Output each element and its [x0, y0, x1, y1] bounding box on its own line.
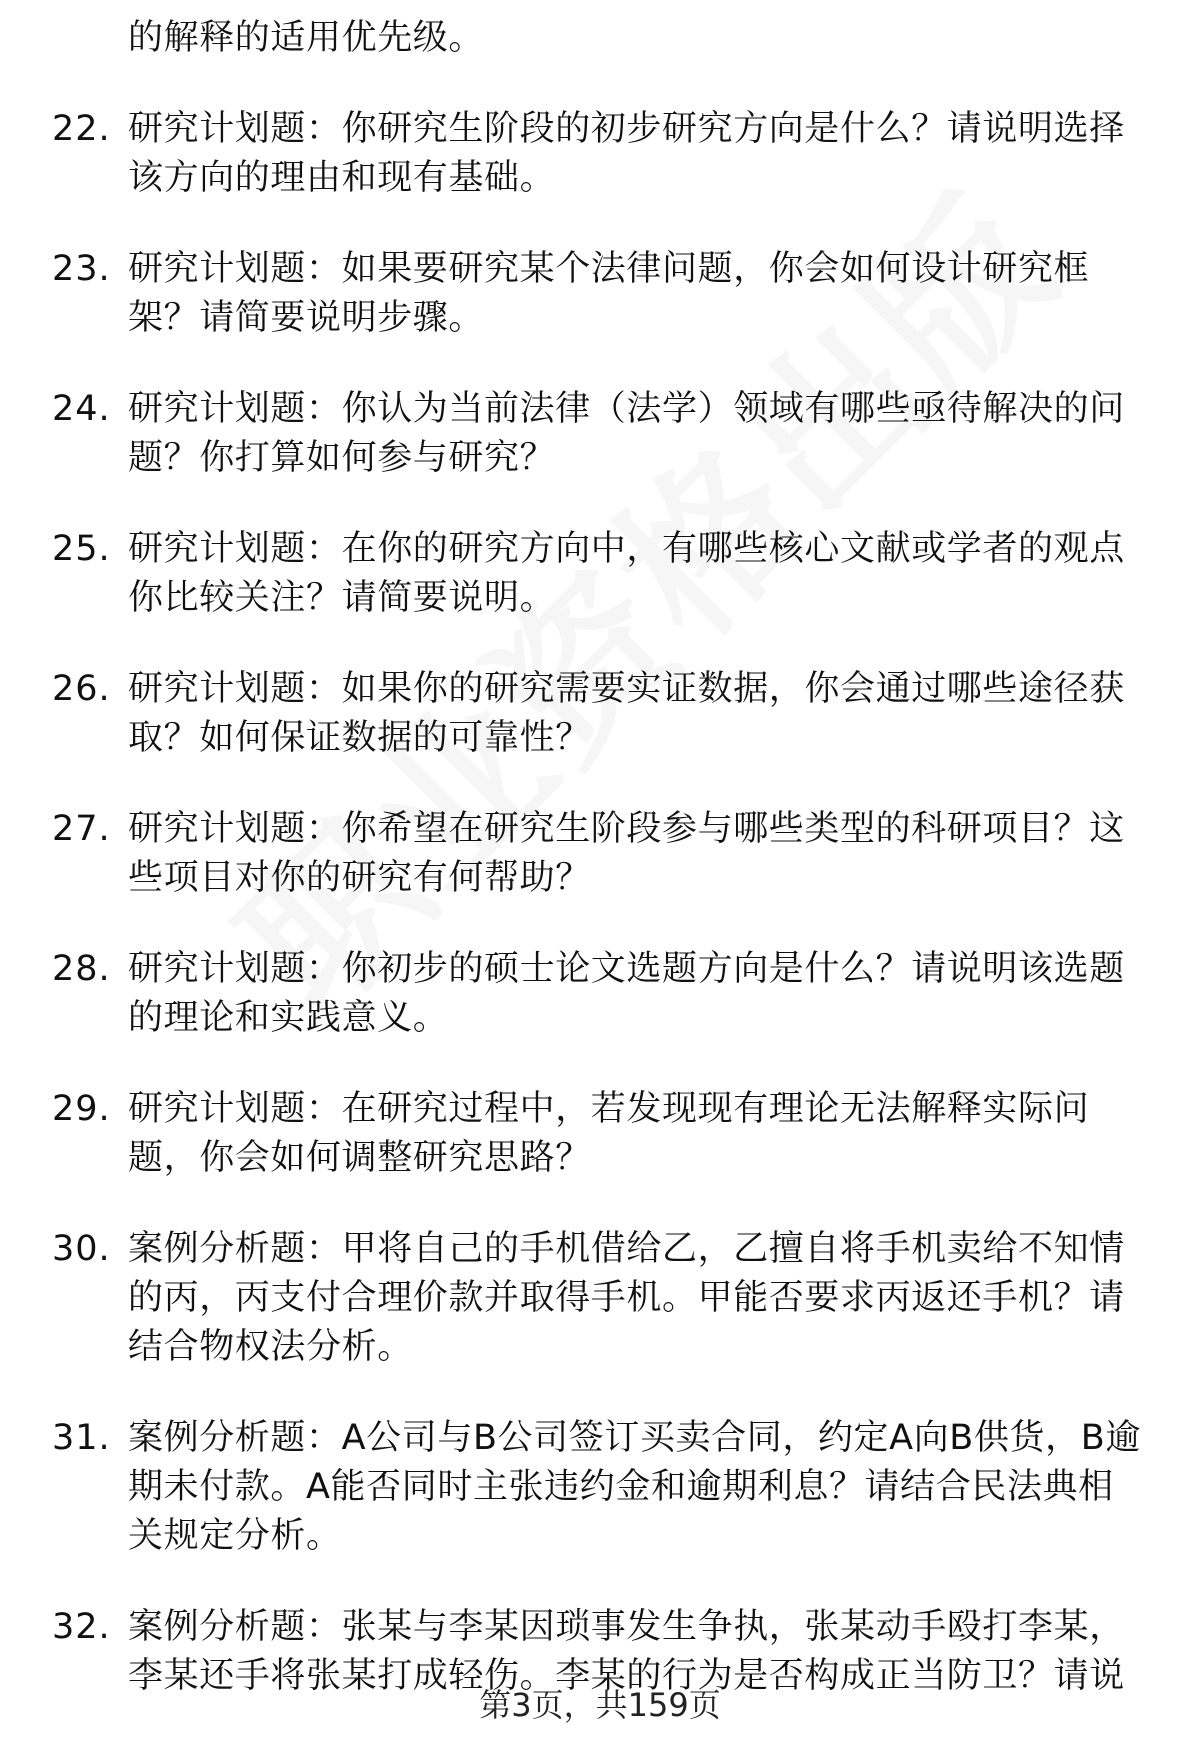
item-text: 研究计划题：你初步的硕士论文选题方向是什么？请说明该选题的理论和实践意义。	[128, 949, 1125, 1038]
item-number: 23.	[52, 249, 111, 289]
item-number: 28.	[52, 949, 111, 989]
item-number: 29.	[52, 1089, 111, 1129]
item-number: 25.	[52, 529, 111, 569]
list-item	[0, 665, 1200, 763]
item-text: 案例分析题：张某与李某因琐事发生争执，张某动手殴打李某，李某还手将张某打成轻伤。李某的行为是否构成正当防卫？请说	[128, 1607, 1125, 1696]
question-list	[0, 14, 1200, 1701]
item-number: 24.	[52, 389, 111, 429]
list-item	[0, 1414, 1200, 1561]
list-item	[0, 14, 1200, 63]
item-text: 研究计划题：你认为当前法律（法学）领域有哪些亟待解决的问题？你打算如何参与研究？	[128, 389, 1125, 478]
item-number: 31.	[52, 1418, 111, 1458]
list-item	[0, 1225, 1200, 1372]
item-text: 案例分析题：A公司与B公司签订买卖合同，约定A向B供货，B逾期未付款。A能否同时主张违约金和逾期利息？请结合民法典相关规定分析。	[128, 1418, 1141, 1556]
page-footer: 第3页，共159页	[479, 1686, 721, 1724]
item-text: 研究计划题：在你的研究方向中，有哪些核心文献或学者的观点你比较关注？请简要说明。	[128, 529, 1125, 618]
item-number: 22.	[52, 109, 111, 149]
item-number: 26.	[52, 669, 111, 709]
list-item	[0, 105, 1200, 203]
item-text: 研究计划题：你研究生阶段的初步研究方向是什么？请说明选择该方向的理由和现有基础。	[128, 109, 1125, 198]
item-text: 的解释的适用优先级。	[128, 18, 485, 58]
list-item	[0, 525, 1200, 623]
item-text: 研究计划题：如果要研究某个法律问题，你会如何设计研究框架？请简要说明步骤。	[128, 249, 1090, 338]
item-text: 研究计划题：如果你的研究需要实证数据，你会通过哪些途径获取？如何保证数据的可靠性？	[128, 669, 1125, 758]
item-text: 案例分析题：甲将自己的手机借给乙，乙擅自将手机卖给不知情的丙，丙支付合理价款并取得手机。甲能否要求丙返还手机？请结合物权法分析。	[128, 1229, 1125, 1367]
item-number: 30.	[52, 1229, 111, 1269]
item-text: 研究计划题：在研究过程中，若发现现有理论无法解释实际问题，你会如何调整研究思路？	[128, 1089, 1090, 1178]
list-item	[0, 945, 1200, 1043]
list-item	[0, 385, 1200, 483]
list-item	[0, 805, 1200, 903]
item-text: 研究计划题：你希望在研究生阶段参与哪些类型的科研项目？这些项目对你的研究有何帮助？	[128, 809, 1125, 898]
item-number: 32.	[52, 1607, 111, 1647]
item-number: 27.	[52, 809, 111, 849]
list-item	[0, 1085, 1200, 1183]
list-item	[0, 245, 1200, 343]
